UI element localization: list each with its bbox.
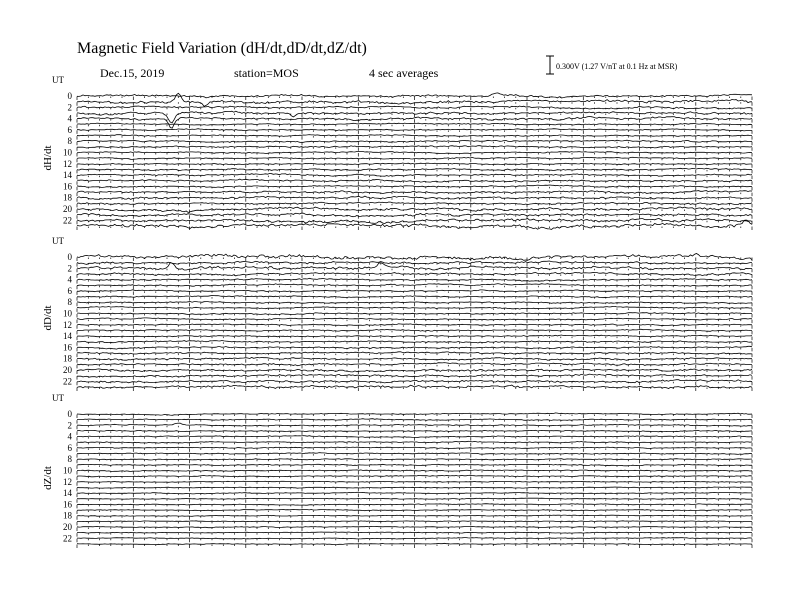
trace-line [77, 510, 752, 511]
hour-tick-label: 22 [63, 533, 72, 544]
ut-label: UT [52, 393, 64, 403]
panels-group [42, 75, 752, 548]
hour-tick-label: 0 [67, 409, 72, 419]
hour-tick-label: 10 [63, 308, 72, 319]
panel-axis-label: dZ/dt [42, 466, 54, 490]
trace-line [77, 532, 752, 533]
scale-bar-label: 0.300V (1.27 V/nT at 0.1 Hz at MSR) [556, 62, 678, 71]
station-label: station=MOS [234, 66, 299, 80]
panel-dddt [42, 236, 752, 391]
panel-axis-label: dH/dt [42, 145, 54, 171]
trace-line [77, 521, 752, 522]
hour-tick-label: 20 [63, 522, 72, 532]
ut-label: UT [52, 75, 64, 85]
hour-tick-label: 0 [67, 252, 72, 262]
hour-tick-label: 0 [67, 91, 72, 101]
hour-tick-label: 6 [67, 124, 72, 135]
hour-tick-label: 6 [67, 442, 72, 453]
hour-tick-label: 4 [67, 113, 72, 124]
hour-tick-label: 22 [63, 215, 72, 226]
trace-line [77, 515, 752, 516]
hour-tick-label: 12 [63, 476, 72, 487]
panel-axis-label: dD/dt [42, 305, 54, 331]
trace-line [77, 123, 752, 125]
trace-line [77, 447, 752, 449]
hour-tick-label: 16 [63, 181, 72, 192]
chart-title: Magnetic Field Variation (dH/dt,dD/dt,dZ/dt) [77, 40, 367, 57]
hour-tick-label: 12 [63, 158, 72, 169]
ut-label: UT [52, 236, 64, 246]
hour-tick-label: 20 [63, 204, 72, 214]
hour-tick-label: 8 [67, 297, 72, 308]
hour-tick-label: 6 [67, 285, 72, 296]
hour-tick-label: 20 [63, 365, 72, 375]
trace-line [77, 481, 752, 482]
hour-tick-label: 18 [63, 192, 72, 203]
trace-line [77, 475, 752, 477]
hour-tick-label: 10 [63, 147, 72, 158]
trace-line [77, 543, 752, 544]
hour-tick-label: 14 [63, 488, 72, 499]
hour-tick-label: 12 [63, 319, 72, 330]
hour-tick-label: 10 [63, 465, 72, 476]
hour-tick-label: 8 [67, 136, 72, 147]
trace-line [77, 538, 752, 539]
hour-tick-label: 2 [67, 420, 72, 431]
hour-tick-label: 4 [67, 431, 72, 442]
trace-line [77, 498, 752, 499]
hour-tick-label: 14 [63, 331, 72, 342]
date-label: Dec.15, 2019 [100, 66, 165, 80]
panel-dhdt [42, 75, 752, 230]
scale-bar [546, 56, 678, 74]
hour-tick-label: 2 [67, 263, 72, 274]
hour-tick-label: 18 [63, 510, 72, 521]
hour-tick-label: 14 [63, 170, 72, 181]
averaging-label: 4 sec averages [369, 66, 439, 80]
hour-tick-label: 22 [63, 376, 72, 387]
trace-line [77, 335, 752, 337]
hour-tick-label: 18 [63, 353, 72, 364]
panel-dzdt [42, 393, 752, 548]
hour-tick-label: 4 [67, 274, 72, 285]
hour-tick-label: 2 [67, 102, 72, 113]
hour-tick-label: 16 [63, 342, 72, 353]
hour-tick-label: 16 [63, 499, 72, 510]
hour-tick-label: 8 [67, 454, 72, 465]
